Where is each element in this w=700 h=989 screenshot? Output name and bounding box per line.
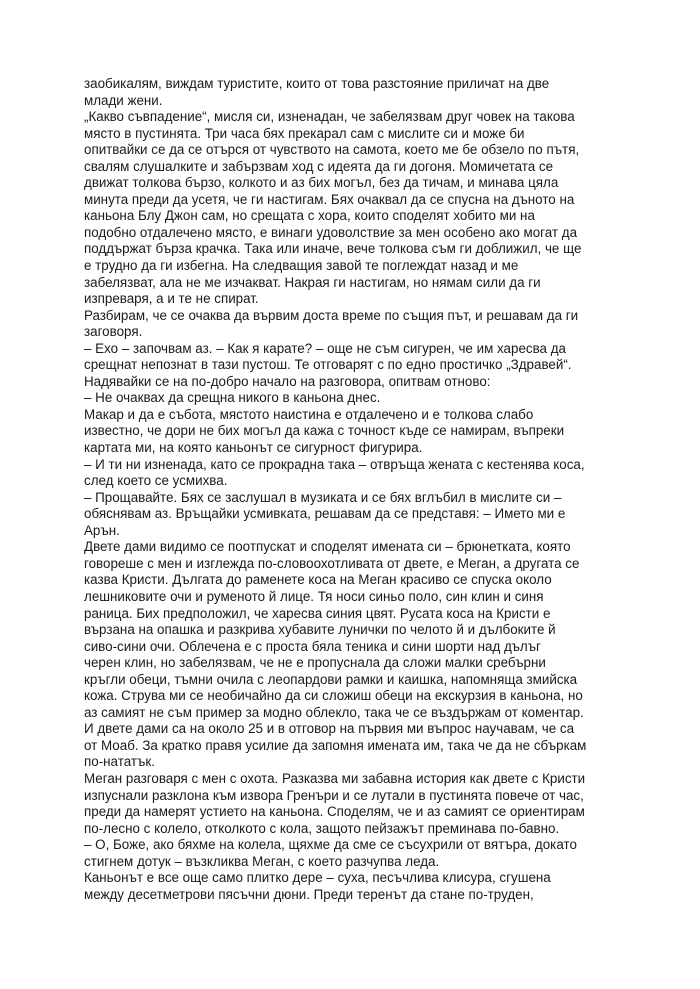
text-line: по-лесно с колело, отколкото с кола, защото пейзажът преминава по-бавно. bbox=[84, 820, 560, 836]
text-line: вързана на опашка и разкрива хубавите лунички по челото й и дълбоките й bbox=[84, 622, 556, 638]
text-line: Двете дами видимо се поотпускат и споделят имената си – брюнетката, която bbox=[84, 539, 571, 555]
text-line: място в пустинята. Три часа бях прекарал сам с мислите си и може би bbox=[84, 125, 525, 141]
text-line: лешниковите очи и руменото й лице. Тя носи синьо поло, син клин и синя bbox=[84, 588, 544, 604]
text-line: Макар и да е събота, мястото наистина е отдалечено и е толкова слабо bbox=[84, 406, 534, 422]
text-line: стигнем дотук – възкликва Меган, с което разчупва леда. bbox=[84, 853, 440, 869]
text-line: поддържат бърза крачка. Така или иначе, вече толкова съм ги доближил, че ще bbox=[84, 241, 582, 257]
text-line: по-нататък. bbox=[84, 754, 155, 770]
text-line: срещнат непознат в тази пустош. Те отговарят с по едно простичко „Здравей“. bbox=[84, 357, 572, 373]
text-line: след което се усмихва. bbox=[84, 473, 228, 489]
text-line: кожа. Струва ми се необичайно да си сложиш обеци на екскурзия в каньона, но bbox=[84, 688, 583, 704]
text-line: от Моаб. За кратко правя усилие да запомня имената им, така че да не сбъркам bbox=[84, 737, 587, 753]
text-line: аз самият не съм пример за модно облекло, така че се въздържам от коментар. bbox=[84, 704, 584, 720]
text-line: „Какво съвпадение“, мисля си, изненадан, че забелязвам друг човек на такова bbox=[84, 109, 575, 125]
text-line: подобно отдалечено място, е винаги удоволствие за мен особено ако могат да bbox=[84, 224, 578, 240]
text-line: движат толкова бързо, колкото и аз бих могъл, без да тичам, и минава цяла bbox=[84, 175, 559, 191]
text-line: опитвайки се да се отърся от чувството на самота, което ме бе обзело по пътя, bbox=[84, 142, 580, 158]
text-line: между десетметрови пясъчни дюни. Преди теренът да стане по-труден, bbox=[84, 886, 534, 902]
text-line: преди да намерят устието на каньона. Споделям, че и аз самият се ориентирам bbox=[84, 804, 585, 820]
text-line: казва Кристи. Дългата до раменете коса на Меган красиво се спуска около bbox=[84, 572, 552, 588]
text-line: свалям слушалките и забързвам ход с идеята да ги догоня. Момичетата се bbox=[84, 158, 554, 174]
text-line: известно, че дори не бих могъл да кажа с точност къде се намирам, въпреки bbox=[84, 423, 565, 439]
text-line: Каньонът е все още само плитко дере – суха, песъчлива клисура, сгушена bbox=[84, 870, 551, 886]
text-line: заобикалям, виждам туристите, които от това разстояние приличат на две bbox=[84, 76, 550, 91]
text-line: заговоря. bbox=[84, 324, 143, 340]
text-line: – Ехо – започвам аз. – Как я карате? – още не съм сигурен, че им харесва да bbox=[84, 340, 566, 356]
text-line: каньона Блу Джон сам, но срещата с хора, които споделят хобито ми на bbox=[84, 208, 535, 224]
text-line: – Прощавайте. Бях се заслушал в музиката и се бях вглъбил в мислите си – bbox=[84, 489, 562, 505]
text-line: – Не очаквах да срещна никого в каньона днес. bbox=[84, 390, 381, 406]
text-line: говореше с мен и изглежда по-словоохотливата от двете, е Меган, а другата се bbox=[84, 555, 580, 571]
text-line: минута преди да усетя, че ги настигам. Бях очаквал да се спусна на дъното на bbox=[84, 191, 575, 207]
text-line: картата ми, на която каньонът се сигурност фигурира. bbox=[84, 440, 423, 456]
text-line: – О, Боже, ако бяхме на колела, щяхме да сме се съсухрили от вятъра, докато bbox=[84, 837, 577, 853]
text-line: изпуснали разклона към извора Гренъри и се лутали в пустинята повече от час, bbox=[84, 787, 584, 803]
text-line: кръгли обеци, тъмни очила с леопардови рамки и каишка, напомняща змийска bbox=[84, 671, 578, 687]
text-line: млади жени. bbox=[84, 92, 163, 108]
text-line: забелязват, ала не ме изчакват. Накрая ги настигам, но нямам сили да ги bbox=[84, 274, 541, 290]
text-line: обяснявам аз. Връщайки усмивката, решавам да се представя: – Името ми е bbox=[84, 506, 566, 522]
text-line: Меган разговаря с мен с охота. Разказва ми забавна история как двете с Кристи bbox=[84, 770, 586, 786]
text-line: черен клин, но забелязвам, че не е пропуснала да сложи малки сребърни bbox=[84, 655, 546, 671]
text-line: Надявайки се на по-добро начало на разговора, опитвам отново: bbox=[84, 373, 491, 389]
text-line: сиво-сини очи. Облечена е с проста бяла теника и сини шорти над дълъг bbox=[84, 638, 541, 654]
text-line: И двете дами са на около 25 и в отговор на първия ми въпрос научавам, че са bbox=[84, 721, 575, 737]
text-line: Разбирам, че се очаква да вървим доста време по същия път, и решавам да ги bbox=[84, 307, 579, 323]
text-line: раница. Бих предположил, че харесва синия цвят. Русата коса на Кристи е bbox=[84, 605, 551, 621]
text-line: Арън. bbox=[84, 522, 120, 538]
text-line: изпреваря, а и те не спират. bbox=[84, 291, 259, 307]
text-line: е трудно да ги избегна. На следващия завой те поглеждат назад и ме bbox=[84, 258, 519, 274]
body-text bbox=[84, 76, 660, 903]
text-line: – И ти ни изненада, като се прокрадна така – отвръща жената с кестенява коса, bbox=[84, 456, 585, 472]
